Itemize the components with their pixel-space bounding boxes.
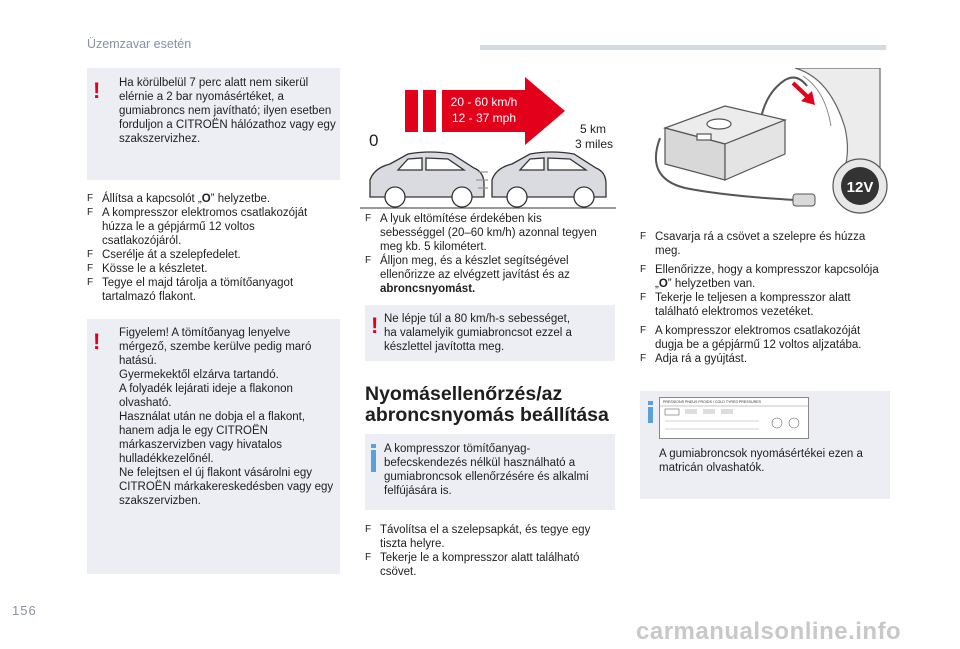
warning-line: Használat után ne dobja el a flakont, <box>119 411 306 423</box>
info-line: felfújására is. <box>384 485 452 497</box>
warning-line: elérnie a 2 bar nyomásértéket, a <box>119 91 284 103</box>
steps-list-check <box>640 263 890 319</box>
warning-line: készlettel javította meg. <box>384 341 505 353</box>
info-line: gumiabroncsok ellenőrzésére és alkalmi <box>384 471 589 483</box>
warning-line: Ha körülbelül 7 perc alatt nem sikerül <box>119 77 309 89</box>
steps-list-disconnect <box>87 192 342 304</box>
warning-line: Ne felejtsen el új flakont vásárolni egy <box>119 467 313 479</box>
info-line: matricán olvashatók. <box>659 462 765 474</box>
warning-line: Ne lépje túl a 80 km/h-s sebességet, <box>384 313 571 325</box>
warning-line: CITROËN márkakereskedésben vagy egy <box>119 481 334 493</box>
steps-list-drive <box>365 212 615 296</box>
compressor-figure <box>625 68 890 218</box>
step-item: F Ellenőrizze, hogy a kompresszor kapcsolója „O” helyzetben van. <box>640 263 890 291</box>
info-icon <box>648 407 653 423</box>
warning-box-pressure <box>87 68 340 180</box>
tyre-pressure-label-image <box>659 397 809 439</box>
step-item: F Cserélje át a szelepfedelet. <box>87 248 342 262</box>
watermark: carmanualsonline.info <box>636 618 902 645</box>
info-line: A gumiabroncsok nyomásértékei ezen a <box>659 448 863 460</box>
driving-distance-figure <box>360 72 616 212</box>
warning-icon: ! <box>93 329 101 354</box>
warning-line: Gyermekektől elzárva tartandó. <box>119 369 279 381</box>
step-item: F A kompresszor elektromos csatlakozóját húzza le a gépjármű 12 voltos csatlakozójáról. <box>87 206 342 248</box>
info-line: befecskendezés nélkül használható a <box>384 457 576 469</box>
warning-line: hatású. <box>119 355 157 367</box>
speed-kmh-label: 20 - 60 km/h <box>450 95 518 109</box>
page-number: 156 <box>12 603 37 618</box>
warning-box-speed <box>365 305 615 361</box>
speed-mph-label: 12 - 37 mph <box>451 111 517 125</box>
step-item: F Állítsa a kapcsolót „O” helyzetbe. <box>87 192 342 206</box>
steps-list-connect <box>640 230 890 258</box>
warning-line: A folyadék lejárati ideje a flakonon <box>119 383 293 395</box>
warning-line: ha valamelyik gumiabroncsot ezzel a <box>384 327 572 339</box>
step-item: F Csavarja rá a csövet a szelepre és húzza meg. <box>640 230 890 258</box>
warning-icon: ! <box>371 313 379 338</box>
socket-12v-label: 12V <box>846 179 874 196</box>
header-bar <box>480 45 886 50</box>
step-item: F Tekerje le teljesen a kompresszor alatt található elektromos vezetéket. <box>640 291 890 319</box>
step-item: F Tegye el majd tárolja a tömítőanyagot tartalmazó flakont. <box>87 276 342 304</box>
step-item: F Távolítsa el a szelepsapkát, és tegye egy tiszta helyre. <box>365 523 615 551</box>
warning-line: Figyelem! A tömítőanyag lenyelve <box>119 327 291 339</box>
warning-line: márkaszervizben vagy hivatalos <box>119 439 282 451</box>
distance-km-label: 5 km <box>579 122 606 136</box>
distance-miles-label: 3 miles <box>574 137 613 151</box>
step-item: F Tekerje le a kompresszor alatt található csövet. <box>365 551 615 579</box>
warning-icon: ! <box>93 78 101 103</box>
step-item: F Adja rá a gyújtást. <box>640 352 890 366</box>
warning-box-sealant <box>87 319 340 574</box>
warning-line: szakszervizhez. <box>119 133 201 145</box>
warning-line: gumiabroncs nem javítható; ilyen esetben <box>119 105 332 117</box>
car-2-icon <box>476 152 606 207</box>
warning-line: szakszervizben. <box>119 495 201 507</box>
start-label: 0 <box>369 131 379 150</box>
section-heading: Nyomásellenőrzés/az abroncsnyomás beállítása <box>365 383 609 426</box>
step-item: F A lyuk eltömítése érdekében kis sebességgel (20–60 km/h) azonnal tegyen meg kb. 5 kilométert. <box>365 212 615 254</box>
info-line: A kompresszor tömítőanyag- <box>384 443 531 455</box>
info-box-pressure-label <box>640 391 890 499</box>
steps-list-prepare <box>365 523 615 579</box>
warning-line: mérgező, szembe kerülve pedig maró <box>119 341 312 353</box>
page-header-title: Üzemzavar esetén <box>87 37 192 51</box>
step-item: F A kompresszor elektromos csatlakozóját dugja be a gépjármű 12 voltos aljzatába. <box>640 324 890 352</box>
warning-line: olvasható. <box>119 397 172 409</box>
warning-line: forduljon a CITROËN hálózathoz vagy egy <box>119 119 336 131</box>
info-box-compressor <box>365 434 615 510</box>
warning-line: hanem adja le egy CITROËN <box>119 425 268 437</box>
car-1-icon <box>370 152 484 207</box>
warning-line: hulladékkezelőnél. <box>119 453 214 465</box>
step-item: F Kösse le a készletet. <box>87 262 342 276</box>
pressure-label-title: PRESSIONS PNEUS FROIDS / COLD TYRES PRESSURES <box>663 400 761 404</box>
info-icon <box>371 450 376 472</box>
step-item: F Álljon meg, és a készlet segítségével ellenőrizze az elvégzett javítást és az abroncsnyomást. <box>365 254 615 296</box>
steps-list-power <box>640 324 890 366</box>
compressor-icon <box>665 106 785 180</box>
